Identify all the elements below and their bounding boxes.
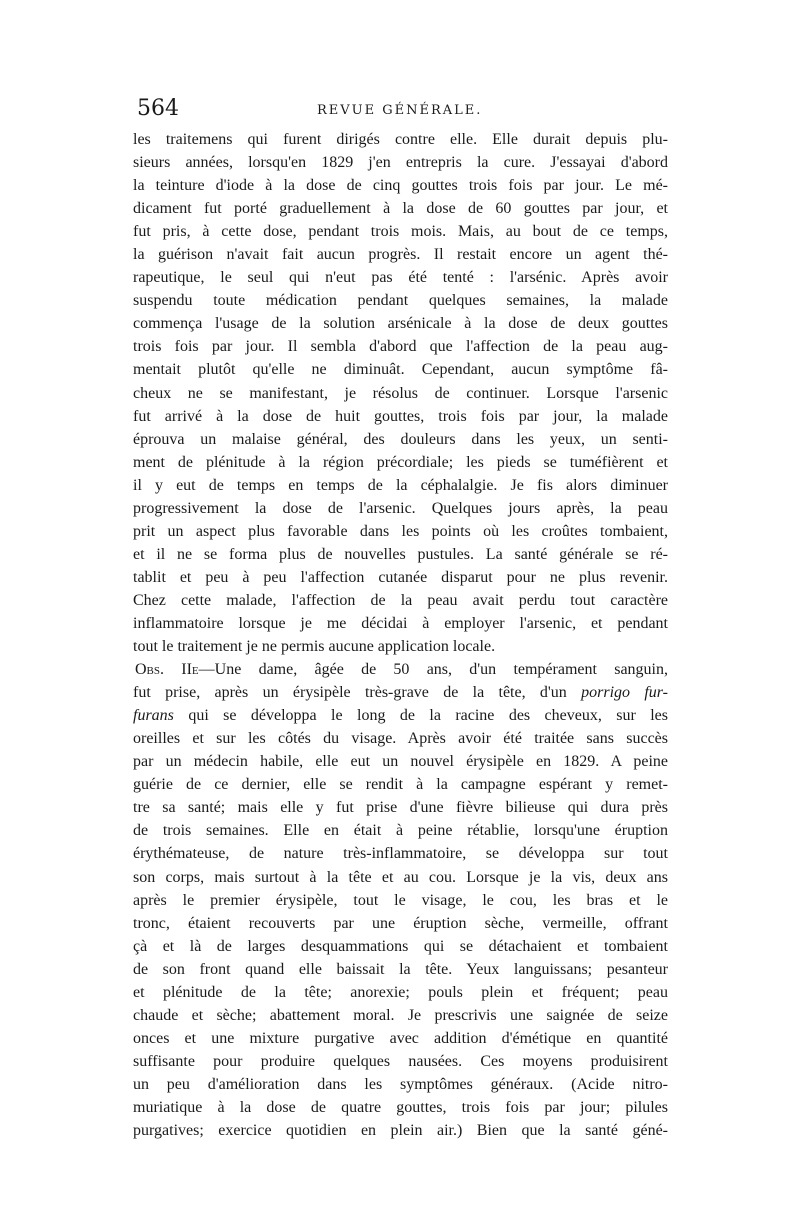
text-line: de son front quand elle baissait la tête. Yeux languissans; pesanteur [133,960,668,978]
text-line: cheux ne se manifestant, je résolus de continuer. Lorsque l'arsenic [133,384,668,402]
observation-text: —Une dame, âgée de 50 ans, d'un tempérament sanguin, [198,661,668,679]
text-line: la guérison n'avait fait aucun progrès. Il restait encore un agent thé- [133,246,668,264]
text-line: suffisante pour produire quelques nausées. Ces moyens produisirent [133,1052,668,1070]
body-text [133,128,668,1142]
text-line: guérie de ce dernier, elle se rendit à la campagne espérant y remet- [133,776,668,794]
text-line: rapeutique, le seul qui n'eut pas été tenté : l'arsénic. Après avoir [133,269,668,287]
text-line: trois fois par jour. Il sembla d'abord que l'affection de la peau aug- [133,338,668,356]
text-line: tablit et peu à peu l'affection cutanée disparut pour ne plus revenir. [133,568,668,586]
text-line: chaude et sèche; abattement moral. Je prescrivis une saignée de seize [133,1006,668,1024]
page-header [137,96,665,126]
observation-label: Obs. IIe [135,661,199,679]
text-line: érythémateuse, de nature très-inflammatoire, se développa sur tout [133,845,668,863]
text-line: dicament fut porté graduellement à la dose de 60 gouttes par jour, et [133,200,668,218]
text-line: tout le traitement je ne permis aucune application locale. [133,638,496,656]
text-line: Chez cette malade, l'affection de la peau avait perdu tout caractère [133,591,668,609]
text-line: inflammatoire lorsque je me décidai à employer l'arsenic, et pendant [133,614,668,632]
text-line: commença l'usage de la solution arsénicale à la dose de deux gouttes [133,315,668,333]
text-line [133,704,668,727]
latin-term: porrigo fur- [581,684,669,702]
text-line [133,681,668,704]
text-line: muriatique à la dose de quatre gouttes, trois fois par jour; pilules [133,1098,668,1116]
text-segment: fut prise, après un érysipèle très-grave de la tête, d'un [133,684,582,702]
text-line: fut arrivé à la dose de huit gouttes, trois fois par jour, la malade [133,407,668,425]
text-line: çà et là de larges desquammations qui se détachaient et tombaient [133,937,668,955]
text-line: par un médecin habile, elle eut un nouvel érysipèle en 1829. A peine [133,753,668,771]
text-line: suspendu toute médication pendant quelques semaines, la malade [133,292,668,310]
text-line: progressivement la dose de l'arsenic. Quelques jours après, la peau [133,499,668,517]
text-segment: qui se développa le long de la racine des cheveux, sur les [173,707,668,725]
observation-heading-line [133,658,668,681]
text-line: purgatives; exercice quotidien en plein air.) Bien que la santé géné- [133,1122,668,1140]
text-line: un peu d'amélioration dans les symptômes généraux. (Acide nitro- [133,1075,668,1093]
text-line: onces et une mixture purgative avec addition d'émétique en quantité [133,1029,668,1047]
text-line: après le premier érysipèle, tout le visage, le cou, les bras et le [133,891,668,909]
text-line: la teinture d'iode à la dose de cinq gouttes trois fois par jour. Le mé- [133,177,668,195]
text-line: et plénitude de la tête; anorexie; pouls plein et fréquent; peau [133,983,668,1001]
text-line: fut pris, à cette dose, pendant trois mois. Mais, au bout de ce temps, [133,223,668,241]
running-title: REVUE GÉNÉRALE. [317,103,483,118]
text-line: tre sa santé; mais elle y fut prise d'une fièvre bilieuse qui dura près [133,799,668,817]
text-line: son corps, mais surtout à la tête et au cou. Lorsque je la vis, deux ans [133,868,668,886]
text-line: de trois semaines. Elle en était à peine rétablie, lorsqu'une éruption [133,822,668,840]
text-line: et il ne se forma plus de nouvelles pustules. La santé générale se ré- [133,545,668,563]
text-line: tronc, étaient recouverts par une éruption sèche, vermeille, offrant [133,914,668,932]
text-line: éprouva un malaise général, des douleurs dans les yeux, un senti- [133,430,668,448]
latin-term: furans [133,707,174,725]
text-line: les traitemens qui furent dirigés contre elle. Elle durait depuis plu- [133,131,668,148]
text-line: mentait plutôt qu'elle ne diminuât. Cependant, aucun symptôme fâ- [133,361,668,379]
page-number: 564 [137,96,179,121]
text-line: il y eut de temps en temps de la céphalalgie. Je fis alors diminuer [133,476,668,494]
text-line: ment de plénitude à la région précordiale; les pieds se tuméfièrent et [133,453,668,471]
text-line: oreilles et sur les côtés du visage. Après avoir été traitée sans succès [133,730,668,748]
text-line: sieurs années, lorsqu'en 1829 j'en entrepris la cure. J'essayai d'abord [133,154,668,172]
text-line: prit un aspect plus favorable dans les points où les croûtes tombaient, [133,522,668,540]
